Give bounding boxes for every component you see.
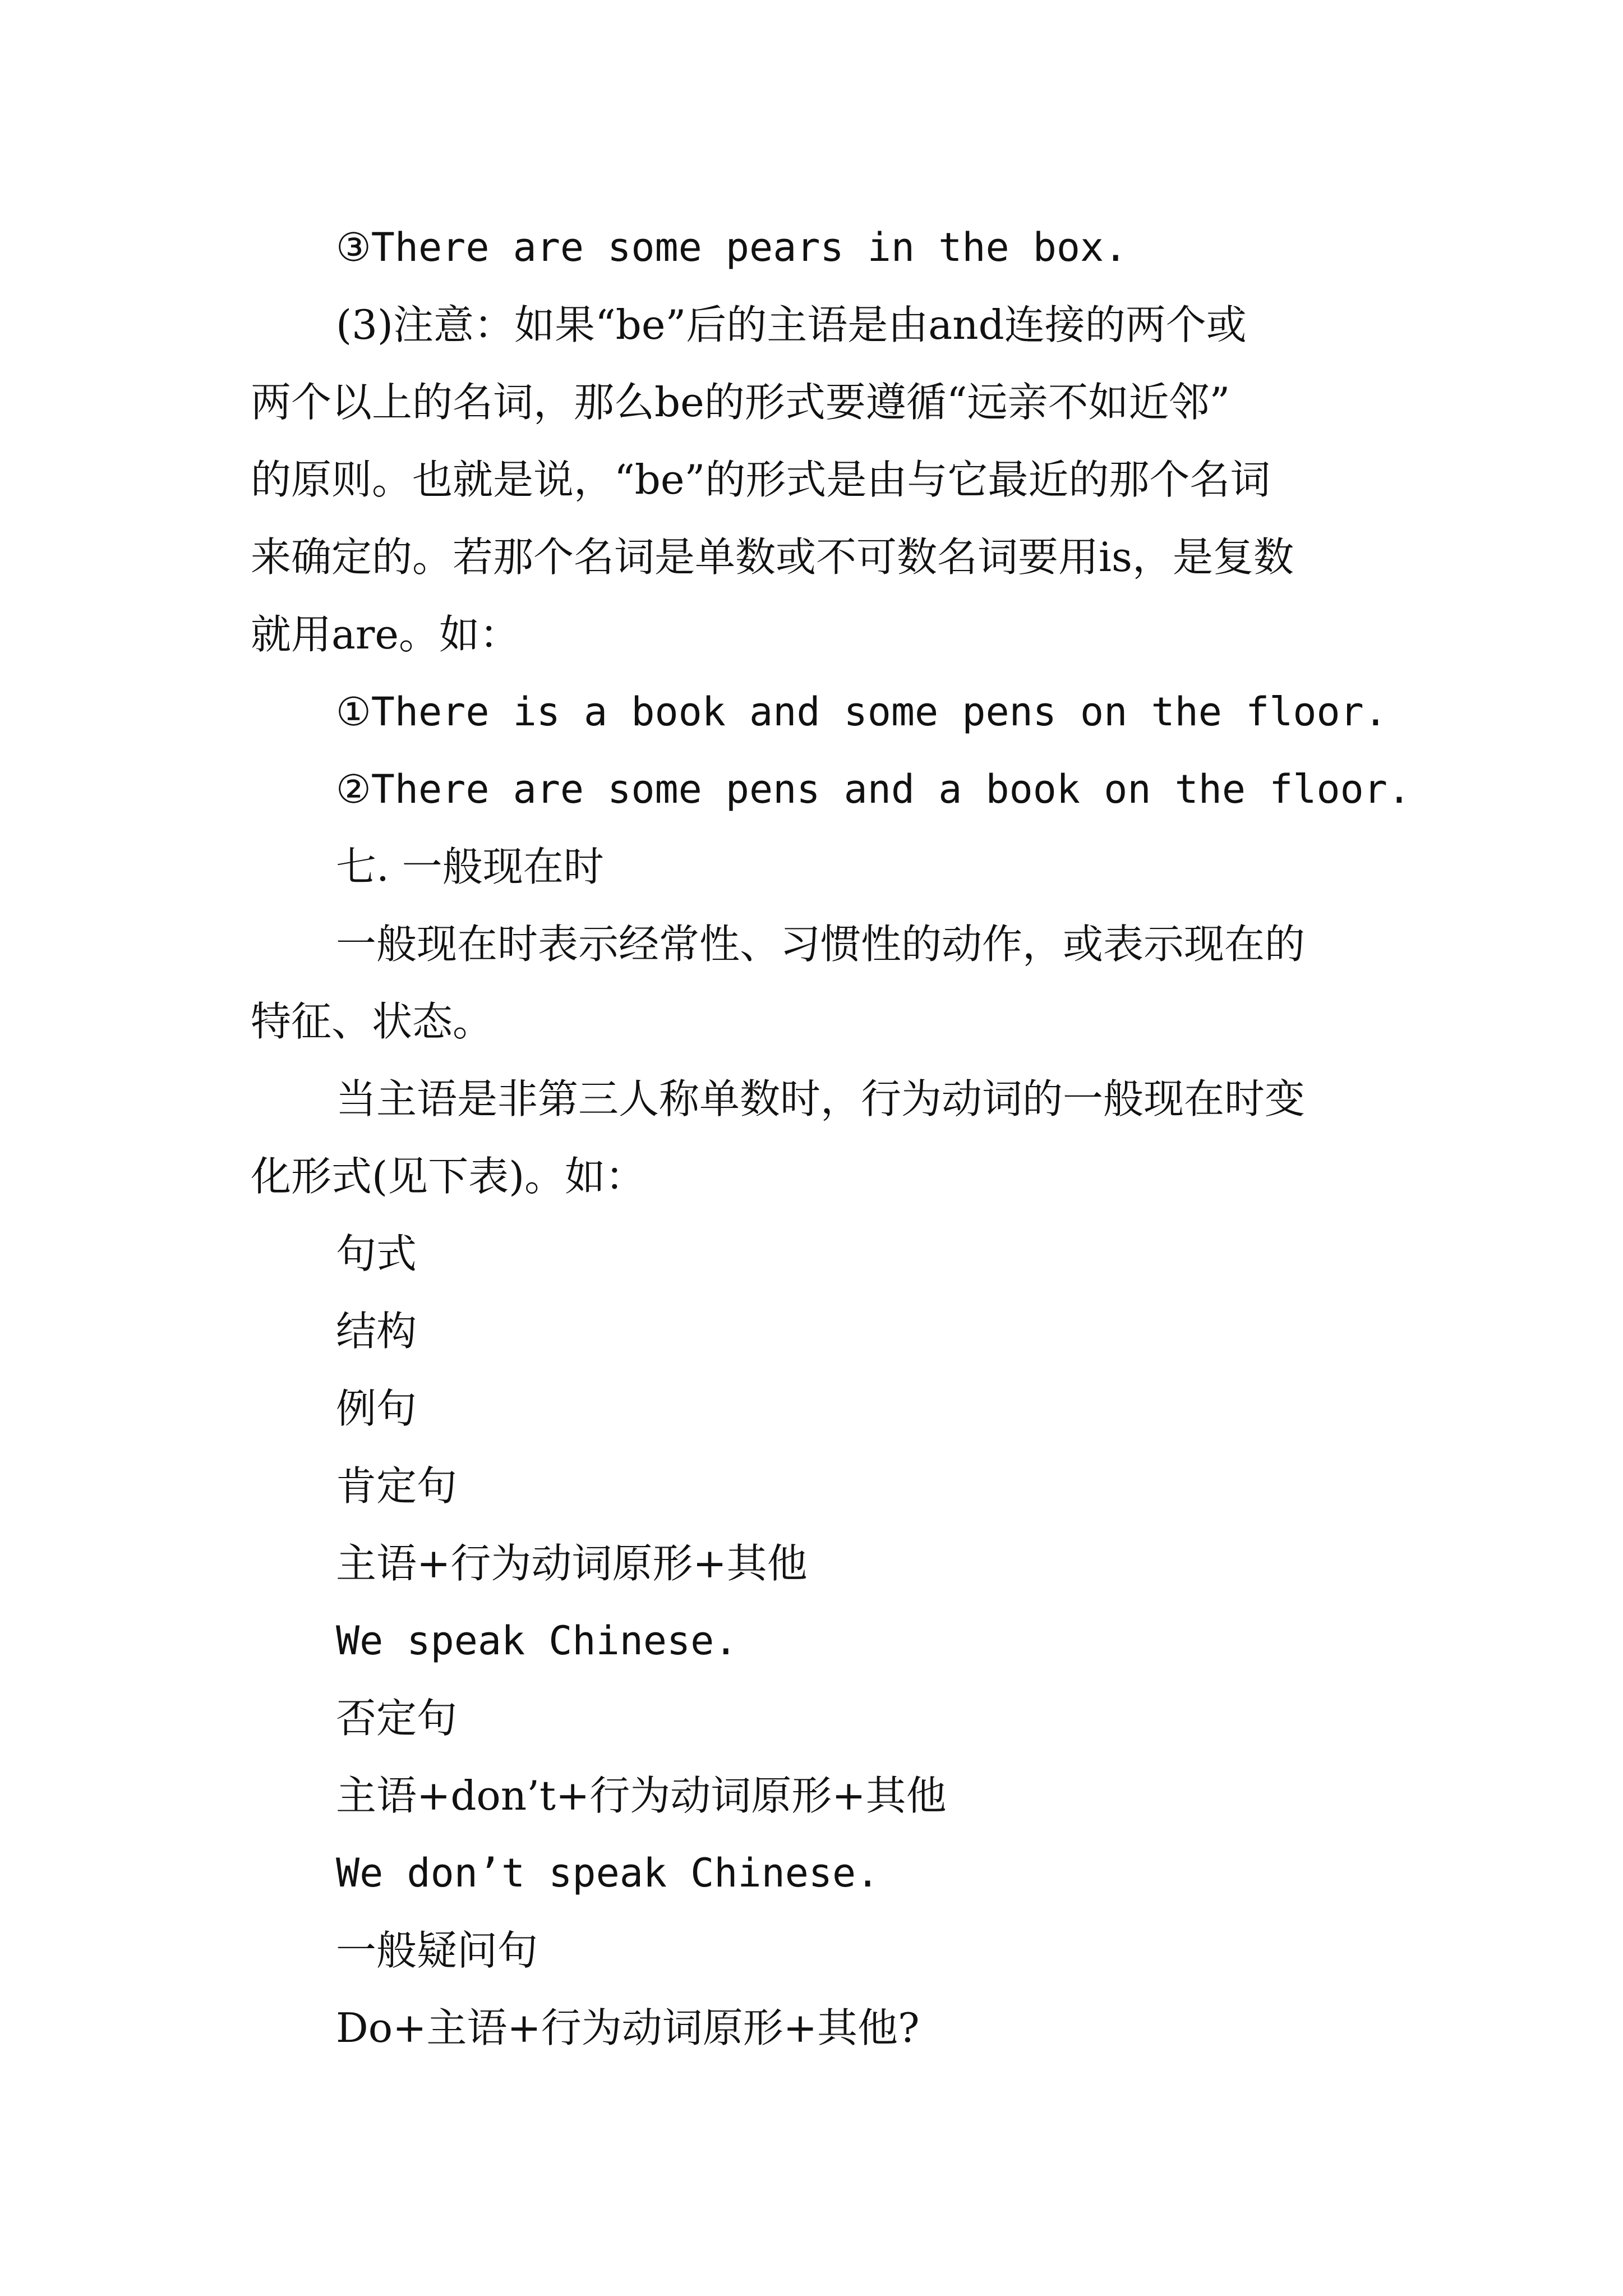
note-paragraph-line: (3)注意：如果“be”后的主语是由and连接的两个或 — [336, 301, 1247, 348]
section-heading: 七. 一般现在时 — [336, 843, 604, 890]
example-sentence: ①There is a book and some pens on the floor. — [336, 689, 1387, 735]
table-header-cell: 例句 — [336, 1385, 417, 1432]
note-paragraph-line: 两个以上的名词，那么be的形式要遵循“远亲不如近邻” — [251, 379, 1230, 426]
table-header-cell: 结构 — [336, 1308, 417, 1355]
definition-paragraph-line: 特征、状态。 — [251, 998, 494, 1045]
table-cell: 一般疑问句 — [336, 1927, 538, 1974]
table-cell: 否定句 — [336, 1695, 458, 1742]
usage-paragraph-line: 化形式(见下表)。如： — [251, 1153, 646, 1200]
note-paragraph-line: 的原则。也就是说，“be”的形式是由与它最近的那个名词 — [251, 456, 1271, 503]
table-header-cell: 句式 — [336, 1230, 417, 1277]
table-cell: 主语+don’t+行为动词原形+其他 — [336, 1772, 947, 1819]
usage-paragraph-line: 当主语是非第三人称单数时，行为动词的一般现在时变 — [336, 1075, 1306, 1122]
table-cell: Do+主语+行为动词原形+其他? — [336, 2004, 920, 2051]
table-cell: 肯定句 — [336, 1462, 458, 1510]
table-cell: 主语+行为动词原形+其他 — [336, 1540, 808, 1587]
example-sentence: ③There are some pears in the box. — [336, 224, 1128, 270]
document-page — [251, 209, 1412, 2067]
table-cell: We speak Chinese. — [336, 1618, 738, 1664]
definition-paragraph-line: 一般现在时表示经常性、习惯性的动作，或表示现在的 — [336, 921, 1306, 968]
note-paragraph-line: 来确定的。若那个名词是单数或不可数名词要用is，是复数 — [251, 533, 1294, 581]
example-sentence: ②There are some pens and a book on the floor. — [336, 766, 1412, 812]
table-cell: We don’t speak Chinese. — [336, 1850, 880, 1896]
note-paragraph-line: 就用are。如： — [251, 611, 520, 658]
